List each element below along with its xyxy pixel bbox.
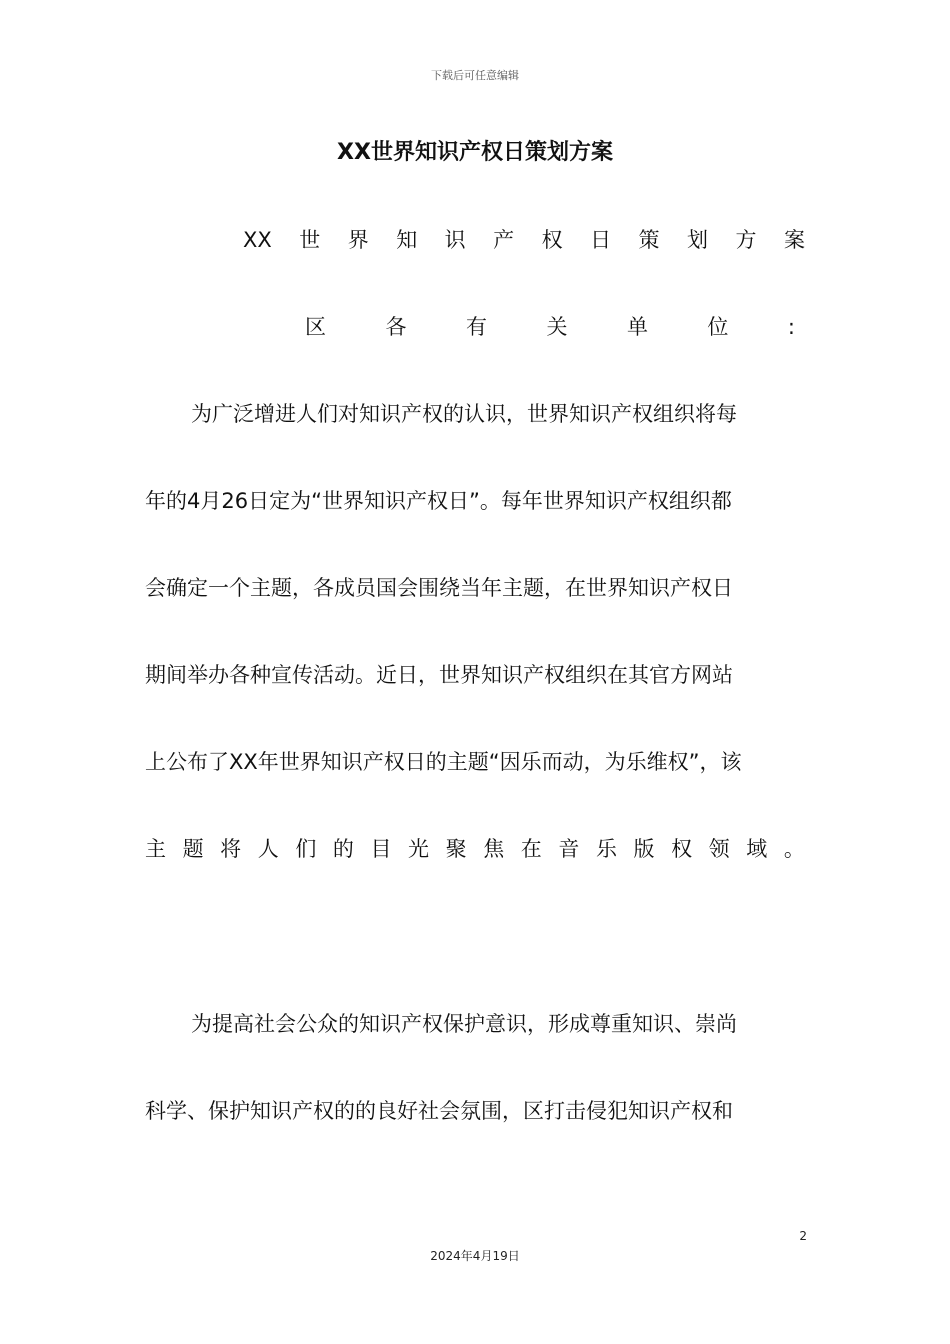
- header-note: 下载后可任意编辑: [431, 69, 519, 82]
- paragraph1-line5: 上公布了XX年世界知识产权日的主题“因乐而动，为乐维权”，该: [145, 750, 742, 774]
- paragraph1-char: 将: [220, 837, 242, 861]
- paragraph1-char: 在: [520, 837, 542, 861]
- salutation-char: 单: [626, 315, 648, 339]
- paragraph1-char: 。: [783, 837, 805, 861]
- paragraph1-char: 们: [295, 837, 317, 861]
- paragraph1-char: 乐: [595, 837, 617, 861]
- heading-char: 界: [347, 228, 369, 252]
- paragraph1-line6: [145, 833, 805, 865]
- page-number: 2: [799, 1229, 807, 1243]
- paragraph1-char: 音: [558, 837, 580, 861]
- footer-date: 2024年4月19日: [430, 1249, 520, 1263]
- paragraph1-line4: 期间举办各种宣传活动。近日，世界知识产权组织在其官方网站: [145, 663, 733, 687]
- paragraph1-char: 焦: [483, 837, 505, 861]
- paragraph1-char: 版: [633, 837, 655, 861]
- document-title: XX世界知识产权日策划方案: [337, 140, 613, 165]
- heading-char: 世: [299, 228, 321, 252]
- heading-char: XX: [243, 228, 272, 252]
- paragraph1-char: 聚: [445, 837, 467, 861]
- heading-char: 方: [735, 228, 757, 252]
- paragraph1-line3: 会确定一个主题，各成员国会围绕当年主题，在世界知识产权日: [145, 576, 733, 600]
- paragraph1-char: 目: [370, 837, 392, 861]
- heading-char: 产: [493, 228, 515, 252]
- salutation-char: 位: [707, 315, 729, 339]
- paragraph1-char: 主: [145, 837, 166, 861]
- salutation-char: 有: [465, 315, 487, 339]
- paragraph1-char: 光: [408, 837, 430, 861]
- salutation-char: :: [787, 315, 795, 339]
- heading-line: [243, 224, 805, 256]
- paragraph1-char: 域: [746, 837, 768, 861]
- paragraph1-line2: 年的4月26日定为“世界知识产权日”。每年世界知识产权组织都: [145, 489, 732, 513]
- salutation-char: 各: [385, 315, 407, 339]
- paragraph2-line2: 科学、保护知识产权的的良好社会氛围，区打击侵犯知识产权和: [145, 1099, 733, 1123]
- heading-char: 日: [590, 228, 612, 252]
- paragraph1-line1: 为广泛增进人们对知识产权的认识，世界知识产权组织将每: [191, 402, 737, 426]
- heading-char: 知: [396, 228, 418, 252]
- heading-char: 识: [444, 228, 466, 252]
- heading-char: 权: [541, 228, 563, 252]
- paragraph2-line1: 为提高社会公众的知识产权保护意识，形成尊重知识、崇尚: [191, 1012, 737, 1036]
- heading-char: 划: [687, 228, 708, 252]
- heading-char: 策: [638, 228, 660, 252]
- paragraph1-char: 领: [708, 837, 730, 861]
- paragraph1-char: 的: [332, 837, 354, 861]
- salutation-char: 区: [305, 315, 326, 339]
- paragraph1-char: 人: [257, 837, 279, 861]
- paragraph1-char: 权: [671, 837, 693, 861]
- heading-char: 案: [783, 228, 805, 252]
- salutation-line: [305, 311, 795, 343]
- paragraph1-char: 题: [182, 837, 204, 861]
- salutation-char: 关: [546, 315, 568, 339]
